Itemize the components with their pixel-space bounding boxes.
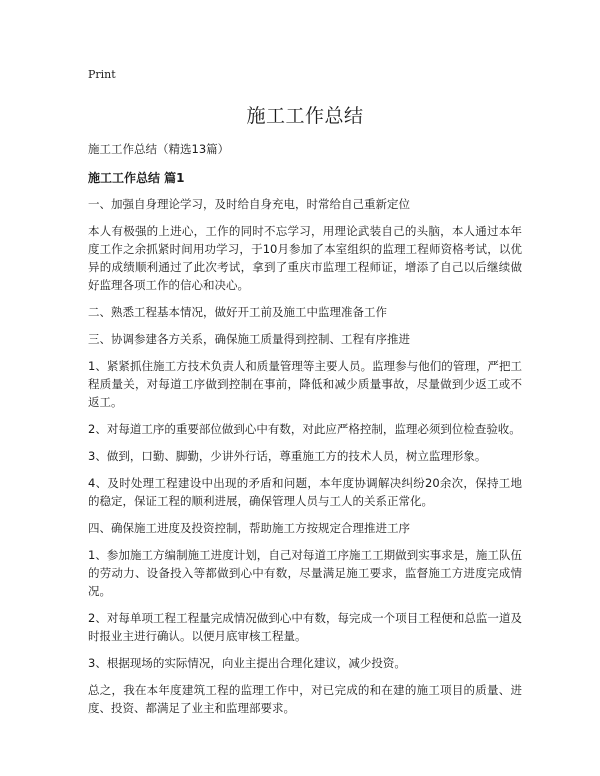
- page-title: 施工工作总结: [246, 105, 364, 127]
- paragraph: 本人有极强的上进心，工作的同时不忘学习，用理论武装自己的头脑，本人通过本年度工作之余抓紧时间用功学习，于10月参加了本室组织的监理工程师资格考试，以优异的成绩顺利通过了此次考试，拿到了重庆市监理工程师证，增添了自己以后继续做好监理各项工作的信心和决心。: [88, 224, 522, 292]
- paragraph: 3、根据现场的实际情况，向业主提出合理化建议，减少投资。: [88, 656, 406, 670]
- paragraph: 总之，我在本年度建筑工程的监理工作中，对已完成的和在建的施工项目的质量、进度、投资、都满足了业主和监理部要求。: [88, 683, 522, 715]
- paragraph: 三、协调参建各方关系，确保施工质量得到控制、工程有序推进: [88, 332, 410, 346]
- document-page: [88, 68, 522, 717]
- paragraph: 1、参加施工方编制施工进度计划，自己对每道工序施工工期做到实事求是，施工队伍的劳动力、设备投入等都做到心中有数，尽量满足施工要求，监督施工方进度完成情况。: [88, 548, 522, 598]
- paragraph: 四、确保施工进度及投资控制，帮助施工方按规定合理推进工序: [88, 521, 410, 535]
- document-subtitle: 施工工作总结（精选13篇）: [88, 142, 230, 156]
- paragraph: 2、对每道工序的重要部位做到心中有数，对此应严格控制，监理必须到位检查验收。: [88, 422, 521, 436]
- paragraph: 3、做到，口勤、脚勤，少讲外行话，尊重施工方的技术人员，树立监理形象。: [88, 449, 487, 463]
- paragraph: 4、及时处理工程建设中出现的矛盾和问题，本年度协调解决纠纷20余次，保持工地的稳定，保证工程的顺利进展，确保管理人员与工人的关系正常化。: [88, 476, 522, 508]
- paragraph: 一、加强自身理论学习，及时给自身充电，时常给自己重新定位: [88, 197, 410, 211]
- print-link[interactable]: Print: [88, 68, 116, 81]
- paragraph: 二、熟悉工程基本情况，做好开工前及施工中监理准备工作: [88, 305, 387, 319]
- section-heading: 施工工作总结 篇1: [88, 171, 185, 185]
- paragraph: 1、紧紧抓住施工方技术负责人和质量管理等主要人员。监理参与他们的管理，严把工程质量关，对每道工序做到控制在事前，降低和减少质量事故，尽量做到少返工或不返工。: [88, 359, 522, 409]
- paragraph: 2、对每单项工程工程量完成情况做到心中有数，每完成一个项目工程便和总监一道及时报业主进行确认。以便月底审核工程量。: [88, 611, 522, 643]
